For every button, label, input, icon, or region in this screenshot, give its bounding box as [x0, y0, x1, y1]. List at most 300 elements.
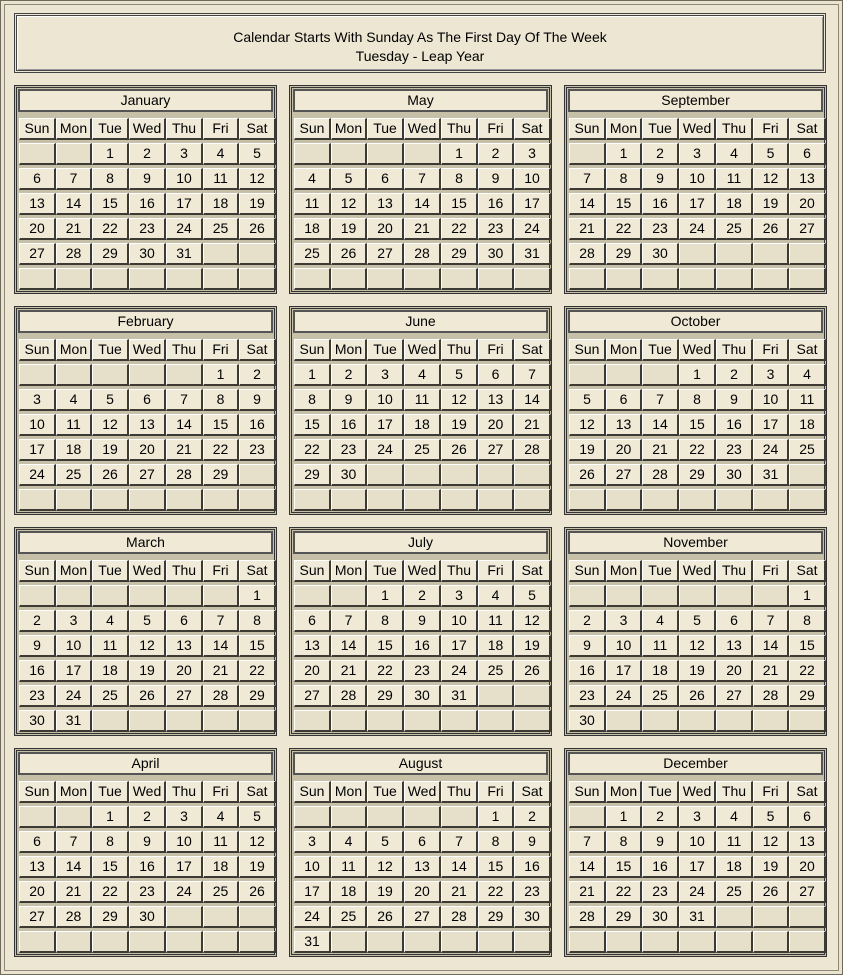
weekday-header: Fri	[203, 339, 239, 361]
day-cell: 9	[478, 168, 514, 190]
calendar-header	[14, 13, 826, 73]
empty-cell	[239, 489, 276, 511]
day-cell: 9	[404, 610, 441, 632]
empty-cell	[331, 143, 367, 165]
empty-cell	[294, 806, 331, 828]
empty-cell	[239, 464, 276, 486]
day-cell: 25	[294, 243, 331, 265]
day-cell: 21	[642, 439, 679, 461]
day-cell: 27	[166, 685, 203, 707]
day-cell: 12	[569, 414, 606, 436]
empty-cell	[367, 464, 404, 486]
day-cell: 13	[404, 856, 441, 878]
month-title: January	[18, 89, 273, 112]
month-title: February	[18, 310, 273, 333]
day-cell: 1	[606, 143, 642, 165]
day-cell: 25	[56, 464, 92, 486]
day-cell: 27	[367, 243, 404, 265]
day-cell: 4	[789, 364, 826, 386]
empty-cell	[92, 931, 129, 953]
month-title: March	[18, 531, 273, 554]
day-cell: 9	[331, 389, 367, 411]
day-cell: 18	[294, 218, 331, 240]
empty-cell	[166, 268, 203, 290]
empty-cell	[166, 489, 203, 511]
empty-cell	[129, 585, 166, 607]
day-cell: 14	[514, 389, 551, 411]
weekday-header: Sat	[514, 560, 551, 582]
day-cell: 7	[331, 610, 367, 632]
day-cell: 15	[203, 414, 239, 436]
day-cell: 2	[331, 364, 367, 386]
day-cell: 9	[129, 831, 166, 853]
weekday-header: Sat	[789, 560, 826, 582]
day-cell: 8	[203, 389, 239, 411]
day-cell: 26	[331, 243, 367, 265]
empty-cell	[716, 710, 753, 732]
day-cell: 12	[239, 831, 276, 853]
empty-cell	[294, 489, 331, 511]
weekday-header: Sun	[294, 118, 331, 140]
empty-cell	[569, 489, 606, 511]
month-september	[564, 85, 827, 294]
day-cell: 13	[716, 635, 753, 657]
weekday-header: Thu	[441, 118, 478, 140]
day-cell: 26	[239, 218, 276, 240]
day-cell: 16	[239, 414, 276, 436]
empty-cell	[404, 710, 441, 732]
day-cell: 4	[642, 610, 679, 632]
empty-cell	[19, 931, 56, 953]
day-cell: 5	[367, 831, 404, 853]
month-title: April	[18, 752, 273, 775]
day-cell: 30	[478, 243, 514, 265]
day-cell: 8	[606, 831, 642, 853]
empty-cell	[569, 364, 606, 386]
day-cell: 4	[478, 585, 514, 607]
month-february	[14, 306, 277, 515]
weekday-header: Fri	[753, 339, 789, 361]
day-cell: 23	[478, 218, 514, 240]
weekday-header: Sun	[294, 339, 331, 361]
weekday-header: Wed	[129, 560, 166, 582]
day-cell: 3	[753, 364, 789, 386]
day-cell: 13	[606, 414, 642, 436]
day-cell: 31	[514, 243, 551, 265]
day-cell: 26	[129, 685, 166, 707]
weekday-header: Sun	[569, 118, 606, 140]
weekday-header: Thu	[441, 339, 478, 361]
empty-cell	[56, 143, 92, 165]
weekday-header: Wed	[129, 118, 166, 140]
header-subtitle: Tuesday - Leap Year	[355, 48, 485, 64]
day-cell: 11	[294, 193, 331, 215]
day-cell: 20	[19, 218, 56, 240]
day-cell: 27	[19, 243, 56, 265]
empty-cell	[569, 585, 606, 607]
day-cell: 6	[166, 610, 203, 632]
day-cell: 23	[19, 685, 56, 707]
weekday-header: Mon	[606, 781, 642, 803]
empty-cell	[789, 710, 826, 732]
empty-cell	[239, 243, 276, 265]
month-may	[289, 85, 552, 294]
day-cell: 10	[367, 389, 404, 411]
empty-cell	[294, 585, 331, 607]
weekday-header: Mon	[331, 560, 367, 582]
day-cell: 7	[441, 831, 478, 853]
day-cell: 21	[441, 881, 478, 903]
day-cell: 4	[716, 806, 753, 828]
day-cell: 21	[203, 660, 239, 682]
weekday-header: Tue	[642, 560, 679, 582]
day-cell: 25	[92, 685, 129, 707]
empty-cell	[753, 243, 789, 265]
empty-cell	[478, 489, 514, 511]
day-cell: 11	[203, 168, 239, 190]
day-cell: 8	[294, 389, 331, 411]
day-cell: 23	[239, 439, 276, 461]
day-cell: 3	[606, 610, 642, 632]
day-cell: 22	[294, 439, 331, 461]
day-cell: 27	[294, 685, 331, 707]
empty-cell	[331, 268, 367, 290]
day-cell: 2	[716, 364, 753, 386]
day-cell: 7	[404, 168, 441, 190]
weekday-header: Mon	[56, 339, 92, 361]
day-cell: 26	[569, 464, 606, 486]
day-cell: 21	[753, 660, 789, 682]
weekday-header: Wed	[679, 339, 716, 361]
weekday-header: Mon	[606, 339, 642, 361]
day-cell: 2	[478, 143, 514, 165]
day-cell: 2	[514, 806, 551, 828]
empty-cell	[478, 268, 514, 290]
empty-cell	[294, 268, 331, 290]
empty-cell	[203, 906, 239, 928]
month-title: May	[293, 89, 548, 112]
weekday-header: Mon	[331, 339, 367, 361]
day-cell: 15	[478, 856, 514, 878]
weekday-header: Mon	[606, 560, 642, 582]
day-cell: 23	[716, 439, 753, 461]
day-cell: 24	[367, 439, 404, 461]
day-cell: 11	[56, 414, 92, 436]
weekday-header: Tue	[367, 781, 404, 803]
month-title: October	[568, 310, 823, 333]
day-cell: 20	[716, 660, 753, 682]
day-cell: 5	[514, 585, 551, 607]
day-cell: 8	[478, 831, 514, 853]
day-cell: 12	[753, 831, 789, 853]
day-cell: 6	[789, 143, 826, 165]
empty-cell	[239, 931, 276, 953]
empty-cell	[679, 243, 716, 265]
empty-cell	[19, 585, 56, 607]
day-cell: 10	[753, 389, 789, 411]
day-cell: 20	[789, 856, 826, 878]
day-cell: 28	[441, 906, 478, 928]
empty-cell	[203, 489, 239, 511]
day-cell: 29	[789, 685, 826, 707]
day-cell: 31	[679, 906, 716, 928]
empty-cell	[789, 489, 826, 511]
day-cell: 21	[166, 439, 203, 461]
day-cell: 18	[478, 635, 514, 657]
empty-cell	[56, 806, 92, 828]
empty-cell	[789, 243, 826, 265]
day-cell: 10	[294, 856, 331, 878]
day-cell: 17	[514, 193, 551, 215]
day-cell: 20	[478, 414, 514, 436]
day-cell: 22	[606, 881, 642, 903]
day-cell: 22	[789, 660, 826, 682]
month-july	[289, 527, 552, 736]
day-cell: 27	[404, 906, 441, 928]
empty-cell	[239, 906, 276, 928]
day-cell: 30	[716, 464, 753, 486]
day-cell: 6	[478, 364, 514, 386]
empty-cell	[606, 585, 642, 607]
day-cell: 16	[514, 856, 551, 878]
day-cell: 14	[203, 635, 239, 657]
day-cell: 5	[129, 610, 166, 632]
day-cell: 18	[642, 660, 679, 682]
day-cell: 3	[367, 364, 404, 386]
day-cell: 13	[19, 856, 56, 878]
day-cell: 15	[92, 856, 129, 878]
empty-cell	[478, 685, 514, 707]
day-cell: 17	[19, 439, 56, 461]
day-cell: 9	[716, 389, 753, 411]
day-cell: 15	[239, 635, 276, 657]
weekday-header: Tue	[642, 339, 679, 361]
day-cell: 10	[679, 168, 716, 190]
day-cell: 11	[404, 389, 441, 411]
day-cell: 11	[789, 389, 826, 411]
weekday-header: Sun	[19, 118, 56, 140]
day-cell: 25	[642, 685, 679, 707]
day-cell: 28	[166, 464, 203, 486]
day-cell: 11	[642, 635, 679, 657]
weekday-header: Fri	[203, 560, 239, 582]
day-cell: 21	[569, 218, 606, 240]
weekday-header: Thu	[441, 781, 478, 803]
empty-cell	[441, 268, 478, 290]
empty-cell	[331, 806, 367, 828]
day-cell: 14	[56, 193, 92, 215]
month-january	[14, 85, 277, 294]
day-cell: 5	[331, 168, 367, 190]
day-cell: 17	[441, 635, 478, 657]
empty-cell	[203, 585, 239, 607]
empty-cell	[478, 931, 514, 953]
day-cell: 6	[294, 610, 331, 632]
weekday-header: Sun	[19, 339, 56, 361]
empty-cell	[606, 710, 642, 732]
month-march	[14, 527, 277, 736]
empty-cell	[716, 906, 753, 928]
weekday-header: Tue	[642, 781, 679, 803]
day-cell: 21	[56, 881, 92, 903]
day-cell: 22	[606, 218, 642, 240]
day-cell: 29	[92, 243, 129, 265]
empty-cell	[478, 710, 514, 732]
weekday-header: Sat	[514, 118, 551, 140]
day-cell: 6	[789, 806, 826, 828]
day-cell: 28	[569, 906, 606, 928]
day-cell: 19	[92, 439, 129, 461]
empty-cell	[441, 931, 478, 953]
weekday-header: Sun	[569, 339, 606, 361]
day-cell: 12	[331, 193, 367, 215]
day-cell: 14	[56, 856, 92, 878]
weekday-header: Thu	[441, 560, 478, 582]
day-cell: 20	[19, 881, 56, 903]
empty-cell	[753, 931, 789, 953]
empty-cell	[404, 464, 441, 486]
weekday-header: Tue	[367, 560, 404, 582]
day-cell: 25	[203, 881, 239, 903]
day-cell: 26	[753, 881, 789, 903]
empty-cell	[441, 710, 478, 732]
empty-cell	[753, 489, 789, 511]
empty-cell	[56, 489, 92, 511]
empty-cell	[441, 464, 478, 486]
weekday-header: Tue	[367, 118, 404, 140]
day-cell: 5	[92, 389, 129, 411]
day-cell: 29	[367, 685, 404, 707]
weekday-header: Mon	[331, 781, 367, 803]
empty-cell	[166, 710, 203, 732]
day-cell: 14	[166, 414, 203, 436]
month-title: August	[293, 752, 548, 775]
day-cell: 24	[679, 218, 716, 240]
day-cell: 19	[679, 660, 716, 682]
day-cell: 20	[129, 439, 166, 461]
day-cell: 30	[642, 243, 679, 265]
empty-cell	[569, 143, 606, 165]
day-cell: 1	[203, 364, 239, 386]
empty-cell	[367, 931, 404, 953]
day-cell: 29	[441, 243, 478, 265]
day-cell: 11	[716, 831, 753, 853]
weekday-header: Thu	[166, 118, 203, 140]
weekday-header: Wed	[679, 118, 716, 140]
day-cell: 13	[789, 168, 826, 190]
weekday-header: Fri	[753, 560, 789, 582]
empty-cell	[404, 143, 441, 165]
day-cell: 19	[753, 856, 789, 878]
empty-cell	[514, 931, 551, 953]
empty-cell	[367, 143, 404, 165]
day-cell: 19	[514, 635, 551, 657]
day-cell: 27	[478, 439, 514, 461]
day-cell: 15	[679, 414, 716, 436]
day-cell: 18	[716, 856, 753, 878]
day-cell: 13	[367, 193, 404, 215]
day-cell: 16	[129, 856, 166, 878]
day-cell: 5	[239, 143, 276, 165]
day-cell: 17	[166, 193, 203, 215]
day-cell: 18	[203, 193, 239, 215]
day-cell: 2	[129, 806, 166, 828]
day-cell: 4	[294, 168, 331, 190]
day-cell: 15	[606, 856, 642, 878]
day-cell: 23	[404, 660, 441, 682]
empty-cell	[514, 710, 551, 732]
day-cell: 14	[404, 193, 441, 215]
empty-cell	[642, 364, 679, 386]
empty-cell	[679, 931, 716, 953]
empty-cell	[606, 268, 642, 290]
day-cell: 1	[294, 364, 331, 386]
day-cell: 30	[642, 906, 679, 928]
empty-cell	[789, 931, 826, 953]
day-cell: 15	[606, 193, 642, 215]
day-cell: 17	[606, 660, 642, 682]
day-cell: 22	[92, 881, 129, 903]
day-cell: 15	[789, 635, 826, 657]
empty-cell	[569, 806, 606, 828]
day-cell: 19	[129, 660, 166, 682]
day-cell: 4	[404, 364, 441, 386]
empty-cell	[514, 489, 551, 511]
day-cell: 23	[331, 439, 367, 461]
weekday-header: Thu	[716, 781, 753, 803]
day-cell: 6	[19, 168, 56, 190]
day-cell: 16	[569, 660, 606, 682]
month-title: June	[293, 310, 548, 333]
empty-cell	[367, 489, 404, 511]
weekday-header: Sun	[569, 781, 606, 803]
day-cell: 27	[789, 218, 826, 240]
day-cell: 1	[92, 806, 129, 828]
weekday-header: Sun	[19, 560, 56, 582]
day-cell: 23	[129, 218, 166, 240]
day-cell: 7	[642, 389, 679, 411]
weekday-header: Tue	[367, 339, 404, 361]
day-cell: 14	[441, 856, 478, 878]
day-cell: 1	[239, 585, 276, 607]
day-cell: 14	[569, 193, 606, 215]
empty-cell	[166, 585, 203, 607]
empty-cell	[19, 143, 56, 165]
day-cell: 20	[166, 660, 203, 682]
weekday-header: Sat	[514, 339, 551, 361]
empty-cell	[129, 364, 166, 386]
day-cell: 21	[331, 660, 367, 682]
day-cell: 17	[294, 881, 331, 903]
weekday-header: Mon	[56, 118, 92, 140]
day-cell: 26	[92, 464, 129, 486]
day-cell: 19	[569, 439, 606, 461]
day-cell: 7	[166, 389, 203, 411]
day-cell: 30	[404, 685, 441, 707]
day-cell: 30	[331, 464, 367, 486]
day-cell: 16	[19, 660, 56, 682]
day-cell: 1	[478, 806, 514, 828]
empty-cell	[92, 489, 129, 511]
day-cell: 6	[129, 389, 166, 411]
month-title: November	[568, 531, 823, 554]
day-cell: 4	[203, 806, 239, 828]
day-cell: 22	[441, 218, 478, 240]
day-cell: 21	[569, 881, 606, 903]
day-cell: 18	[716, 193, 753, 215]
empty-cell	[331, 489, 367, 511]
day-cell: 14	[753, 635, 789, 657]
